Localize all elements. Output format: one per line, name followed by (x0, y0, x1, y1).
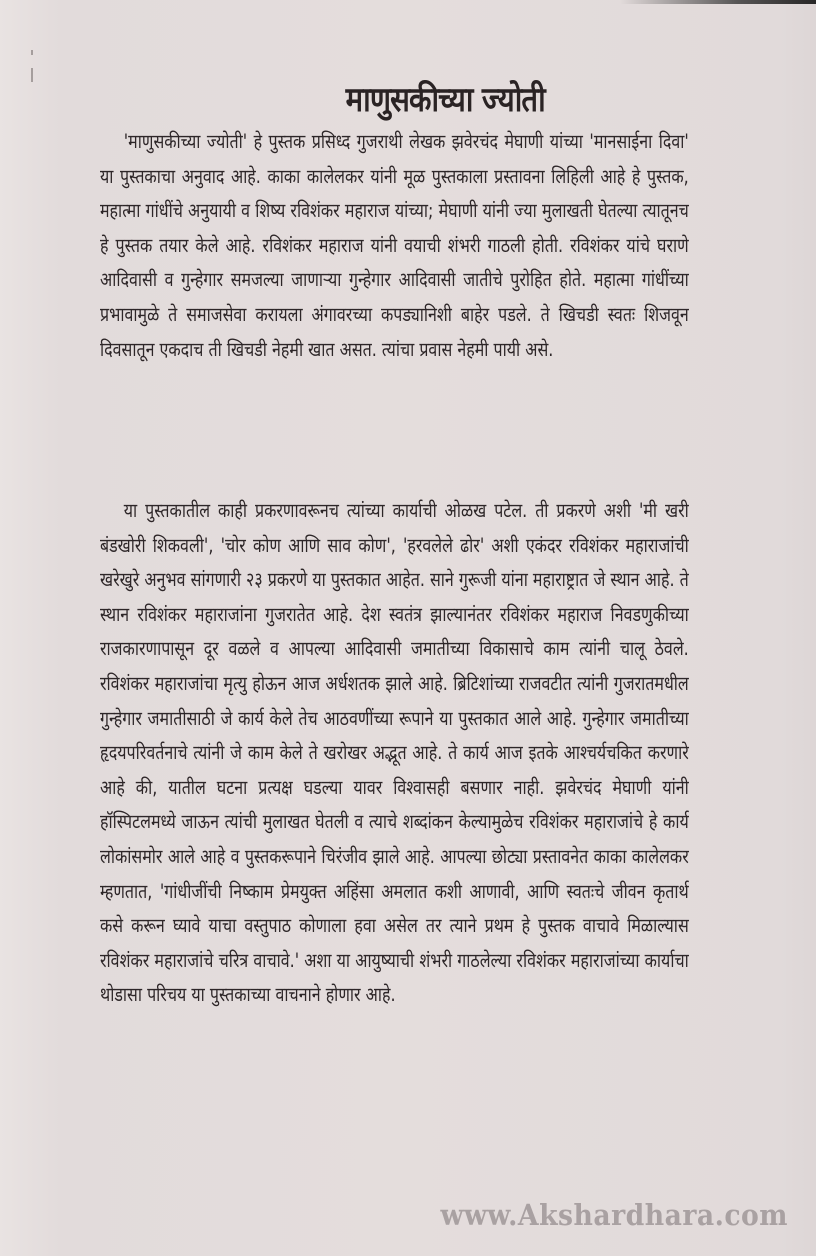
spine-mark (31, 50, 33, 55)
blurb-paragraph-2 (100, 494, 689, 1013)
website-watermark: www.Akshardhara.com (440, 1198, 788, 1232)
blurb-paragraph-1 (100, 125, 689, 367)
paragraph-text: 'माणुसकीच्या ज्योती' हे पुस्तक प्रसिध्द गुजराथी लेखक झवेरचंद मेघाणी यांच्या 'मानसाईना दिवा' या पुस्तकाचा अनुवाद आहे. काका कालेलकर यांनी मूळ पुस्तकाला प्रस्तावना लिहिली आहे हे पुस्तक, महात्मा गांधींचे अनुयायी व शिष्य रविशंकर महाराज यांच्या; मेघाणी यांनी ज्या मुलाखती घेतल्या त्यातूनच हे पुस्तक तयार केले आहे. रविशंकर महाराज यांनी वयाची शंभरी गाठली होती. रविशंकर यांचे घराणे आदिवासी व गुन्हेगार समजल्या जाणाऱ्या गुन्हेगार आदिवासी जातीचे पुरोहित होते. महात्मा गांधींच्या प्रभावामुळे ते समाजसेवा करायला अंगावरच्या कपड्यानिशी बाहेर पडले. ते खिचडी स्वतः शिजवून दिवसातून एकदाच ती खिचडी नेहमी खात असत. त्यांचा प्रवास नेहमी पायी असे. (100, 130, 689, 361)
spine-mark (31, 68, 33, 82)
scan-edge-shadow (620, 0, 816, 4)
book-title: माणुसकीच्या ज्योती (345, 79, 545, 120)
paragraph-text: या पुस्तकातील काही प्रकरणावरूनच त्यांच्या कार्याची ओळख पटेल. ती प्रकरणे अशी 'मी खरी बंडखोरी शिकवली', 'चोर कोण आणि साव कोण', 'हरवलेले ढोर' अशी एकंदर रविशंकर महाराजांची खरेखुरे अनुभव सांगणारी २३ प्रकरणे या पुस्तकात आहेत. साने गुरूजी यांना महाराष्ट्रात जे स्थान आहे. ते स्थान रविशंकर महाराजांना गुजरातेत आहे. देश स्वतंत्र झाल्यानंतर रविशंकर महाराज निवडणुकीच्या राजकारणापासून दूर वळले व आपल्या आदिवासी जमातीच्या विकासाचे काम त्यांनी चालू ठेवले. रविशंकर महाराजांचा मृत्यु होऊन आज अर्धशतक झाले आहे. ब्रिटिशांच्या राजवटीत त्यांनी गुजरातमधील गुन्हेगार जमातीसाठी जे कार्य केले तेच आठवणींच्या रूपाने या पुस्तकात आले आहे. गुन्हेगार जमातीच्या हृदयपरिवर्तनाचे त्यांनी जे काम केले ते खरोखर अद्भूत आहे. ते कार्य आज इतके आश्चर्यचकित करणारे आहे की, यातील घटना प्रत्यक्ष घडल्या यावर विश्वासही बसणार नाही. झवेरचंद मेघाणी यांनी हॉस्पिटलमध्ये जाऊन त्यांची मुलाखत घेतली व त्याचे शब्दांकन केल्यामुळेच रविशंकर महाराजांचे हे कार्य लोकांसमोर आले आहे व पुस्तकरूपाने चिरंजीव झाले आहे. आपल्या छोट्या प्रस्तावनेत काका कालेलकर म्हणतात, 'गांधीजींची निष्काम प्रेमयुक्त अहिंसा अमलात कशी आणावी, आणि स्वतःचे जीवन कृतार्थ कसे करून घ्यावे याचा वस्तुपाठ कोणाला हवा असेल तर त्याने प्रथम हे पुस्तक वाचावे मिळाल्यास रविशंकर महाराजांचे चरित्र वाचावे.' अशा या आयुष्याची शंभरी गाठलेल्या रविशंकर महाराजांच्या कार्याचा थोडासा परिचय या पुस्तकाच्या वाचनाने होणार आहे. (100, 499, 689, 1007)
